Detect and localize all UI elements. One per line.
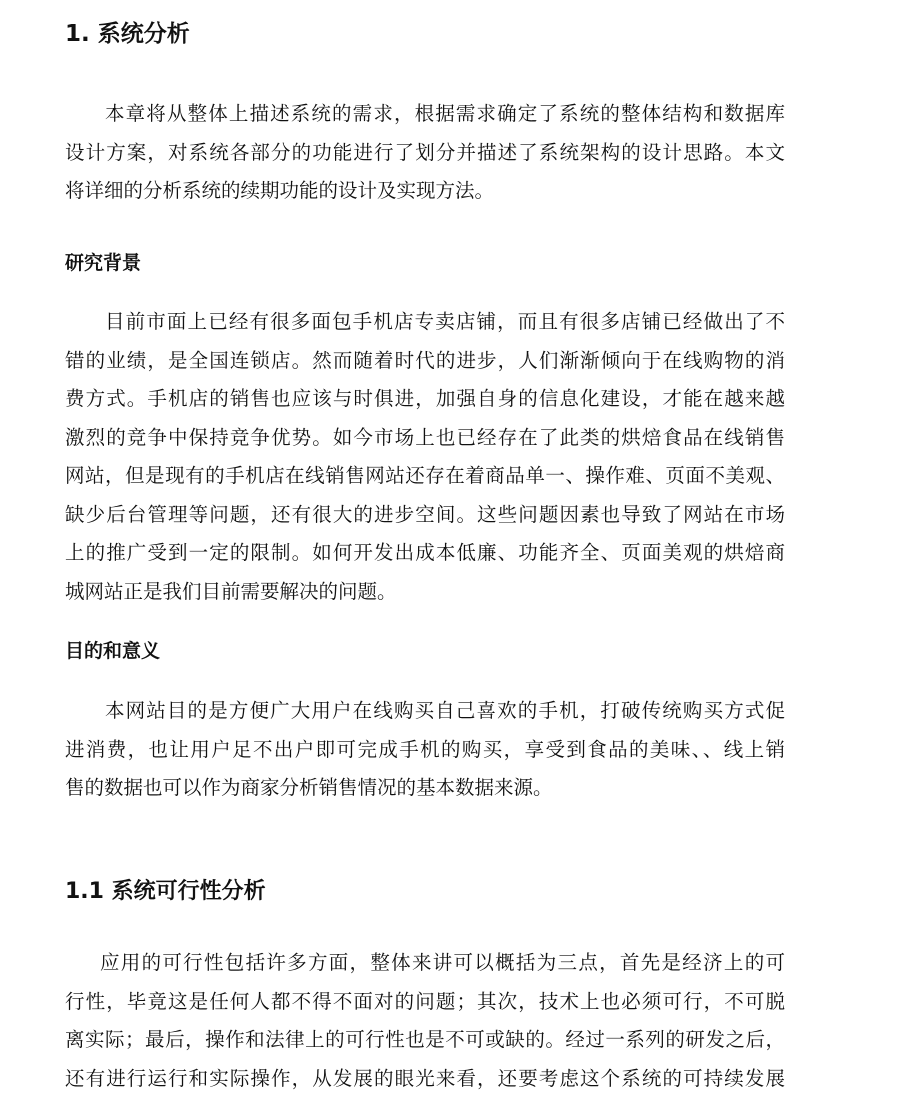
- paragraph-line: 网站，但是现有的手机店在线销售网站还存在着商品单一、操作难、页面不美观、: [65, 464, 785, 487]
- section-1-heading: 1. 系统分析: [65, 21, 190, 47]
- purpose-heading: 目的和意义: [65, 640, 161, 662]
- background-paragraph: [65, 303, 785, 611]
- paragraph-line: 城网站正是我们目前需要解决的问题。: [65, 579, 397, 603]
- paragraph-line: 本章将从整体上描述系统的需求，根据需求确定了系统的整体结构和数据库: [105, 102, 785, 125]
- paragraph-line: 费方式。手机店的销售也应该与时俱进，加强自身的信息化建设，才能在越来越: [65, 387, 785, 410]
- paragraph-line: 还有进行运行和实际操作，从发展的眼光来看，还要考虑这个系统的可持续发展: [65, 1066, 785, 1090]
- paragraph-line: 上的推广受到一定的限制。如何开发出成本低廉、功能齐全、页面美观的烘焙商: [65, 541, 785, 564]
- paragraph-line: 行性，毕竟这是任何人都不得不面对的问题；其次，技术上也必须可行，不可脱: [65, 989, 785, 1013]
- paragraph-line: 本网站目的是方便广大用户在线购买自己喜欢的手机，打破传统购买方式促: [105, 699, 785, 722]
- purpose-paragraph: [65, 692, 785, 808]
- section-1-1-heading: 1.1 系统可行性分析: [65, 879, 266, 904]
- paragraph-line: 售的数据也可以作为商家分析销售情况的基本数据来源。: [65, 776, 553, 799]
- paragraph-line: 缺少后台管理等问题，还有很大的进步空间。这些问题因素也导致了网站在市场: [65, 502, 785, 526]
- paragraph-line: 目前市面上已经有很多面包手机店专卖店铺，而且有很多店铺已经做出了不: [105, 310, 785, 333]
- paragraph-line: 设计方案，对系统各部分的功能进行了划分并描述了系统架构的设计思路。本文: [65, 140, 785, 164]
- paragraph-line: 错的业绩，是全国连锁店。然而随着时代的进步，人们渐渐倾向于在线购物的消: [65, 348, 785, 372]
- paragraph-line: 应用的可行性包括许多方面，整体来讲可以概括为三点，首先是经济上的可: [100, 951, 785, 974]
- intro-paragraph: [65, 95, 785, 211]
- paragraph-line: 进消费，也让用户足不出户即可完成手机的购买，享受到食品的美味、、线上销: [65, 737, 785, 761]
- paragraph-line: 离实际；最后，操作和法律上的可行性也是不可或缺的。经过一系列的研发之后，: [65, 1028, 785, 1051]
- feasibility-paragraph: [65, 944, 785, 1098]
- background-heading: 研究背景: [65, 252, 142, 274]
- paragraph-line: 激烈的竞争中保持竞争优势。如今市场上也已经存在了此类的烘焙食品在线销售: [65, 425, 785, 449]
- paragraph-line: 将详细的分析系统的续期功能的设计及实现方法。: [65, 179, 495, 202]
